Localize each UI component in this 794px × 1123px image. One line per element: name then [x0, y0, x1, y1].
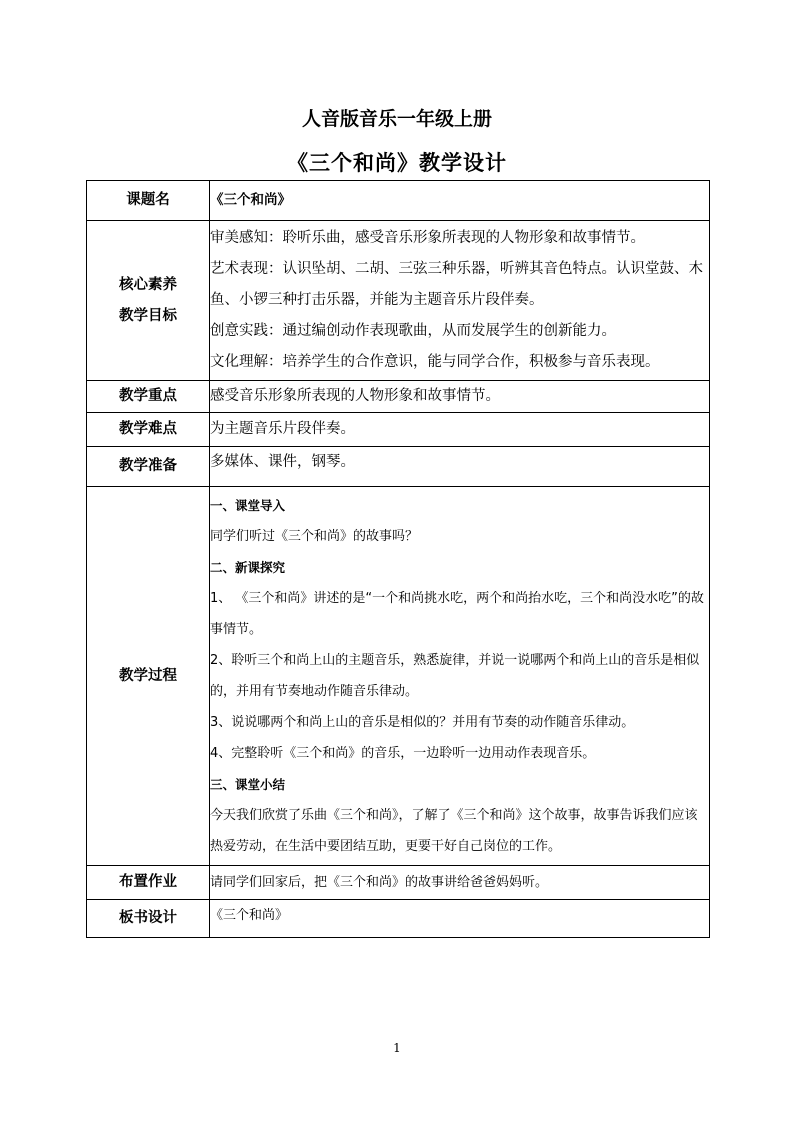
value-key-points: 感受音乐形象所表现的人物形象和故事情节。 — [210, 381, 710, 413]
label-key-points: 教学重点 — [87, 381, 210, 413]
value-homework: 请同学们回家后，把《三个和尚》的故事讲给爸爸妈妈听。 — [210, 866, 710, 900]
label-goals — [87, 221, 210, 381]
value-preparation: 多媒体、课件，钢琴。 — [210, 447, 710, 487]
goal-item: 艺术表现：认识坠胡、二胡、三弦三种乐器，听辨其音色特点。认识堂鼓、木鱼、小锣三种打击乐器，并能为主题音乐片段伴奏。 — [210, 261, 703, 308]
row-board — [87, 900, 710, 938]
goal-item: 审美感知：聆听乐曲，感受音乐形象所表现的人物形象和故事情节。 — [210, 230, 645, 246]
value-board: 《三个和尚》 — [210, 900, 710, 938]
process-section-intro: 一、课堂导入 — [210, 498, 286, 513]
process-section-explore: 二、新课探究 — [210, 560, 286, 575]
label-difficulties: 教学难点 — [87, 413, 210, 447]
label-goals-line1: 核心素养 — [119, 276, 177, 293]
value-topic: 《三个和尚》 — [210, 181, 710, 221]
value-goals — [210, 221, 710, 381]
row-preparation — [87, 447, 710, 487]
label-goals-line2: 教学目标 — [119, 307, 177, 324]
process-step: 2、聆听三个和尚上山的主题音乐，熟悉旋律，并说一说哪两个和尚上山的音乐是相似的，并用有节奏地动作随音乐律动。 — [210, 653, 700, 699]
value-process — [210, 487, 710, 866]
process-step: 4、完整聆听《三个和尚》的音乐，一边聆听一边用动作表现音乐。 — [210, 746, 596, 761]
process-summary-text: 今天我们欣赏了乐曲《三个和尚》，了解了《三个和尚》这个故事，故事告诉我们应该热爱劳动，在生活中要团结互助，更要干好自己岗位的工作。 — [210, 808, 698, 854]
row-key-points — [87, 381, 710, 413]
process-section-summary: 三、课堂小结 — [210, 777, 286, 792]
row-difficulties — [87, 413, 710, 447]
lesson-plan-table — [86, 180, 710, 938]
process-step: 1、 《三个和尚》讲述的是“一个和尚挑水吃，两个和尚抬水吃，三个和尚没水吃”的故事情节。 — [210, 591, 704, 637]
row-goals — [87, 221, 710, 381]
label-homework: 布置作业 — [87, 866, 210, 900]
row-process — [87, 487, 710, 866]
goal-item: 创意实践：通过编创动作表现歌曲，从而发展学生的创新能力。 — [210, 323, 616, 339]
process-intro-text: 同学们听过《三个和尚》的故事吗？ — [210, 529, 419, 544]
process-step: 3、说说哪两个和尚上山的音乐是相似的？并用有节奏的动作随音乐律动。 — [210, 715, 635, 730]
label-preparation: 教学准备 — [87, 447, 210, 487]
row-topic — [87, 181, 710, 221]
label-process: 教学过程 — [87, 487, 210, 866]
label-topic: 课题名 — [87, 181, 210, 221]
goal-item: 文化理解：培养学生的合作意识，能与同学合作，积极参与音乐表现。 — [210, 354, 660, 370]
document-title-line1: 人音版音乐一年级上册 — [301, 108, 492, 130]
label-board: 板书设计 — [87, 900, 210, 938]
row-homework — [87, 866, 710, 900]
value-difficulties: 为主题音乐片段伴奏。 — [210, 413, 710, 447]
page-number: 1 — [393, 1041, 401, 1055]
document-title-line2: 《三个和尚》教学设计 — [287, 151, 507, 175]
